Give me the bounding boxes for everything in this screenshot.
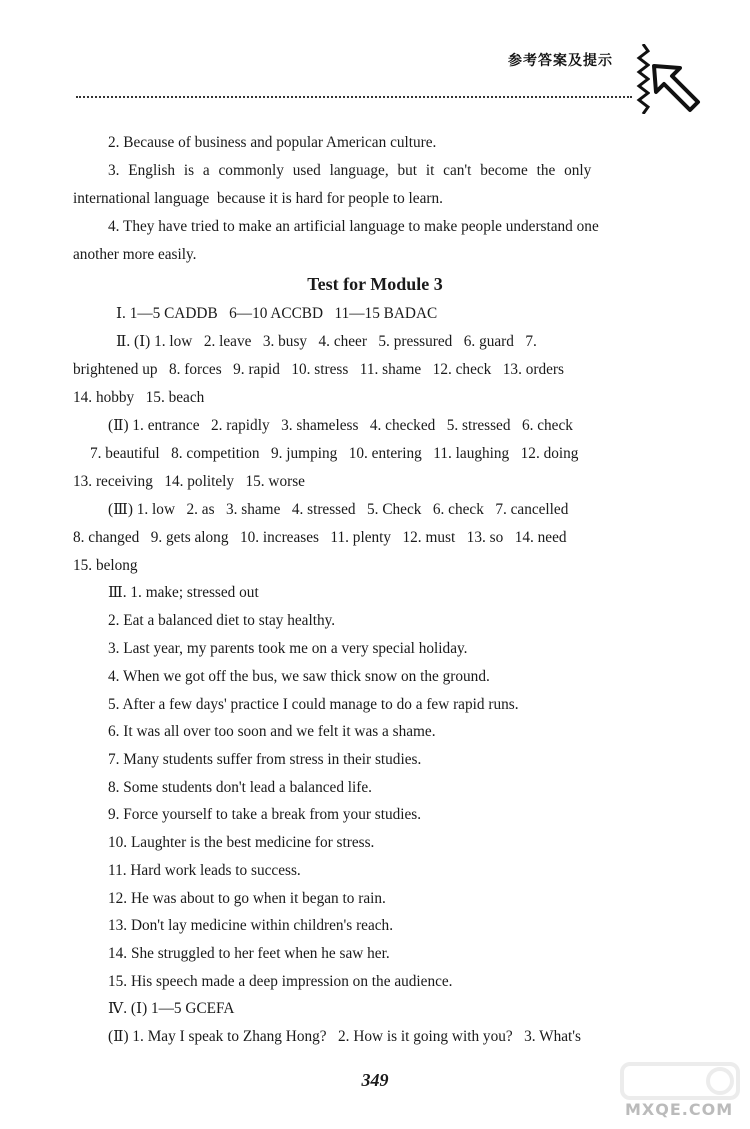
answer-line: 11. Hard work leads to success.: [108, 862, 301, 879]
answer-line: (Ⅱ) 1. entrance 2. rapidly 3. shameless 4. checked 5. stressed 6. check: [108, 417, 573, 434]
zigzag-decoration-icon: [636, 44, 650, 114]
answer-line: (Ⅱ) 1. May I speak to Zhang Hong? 2. How is it going with you? 3. What's: [108, 1028, 581, 1045]
answer-line: 3. English is a commonly used language, but it can't become the only: [108, 162, 592, 179]
header-title: 参考答案及提示: [508, 53, 613, 69]
answer-line: 15. His speech made a deep impression on the audience.: [108, 973, 453, 990]
answer-line: brightened up 8. forces 9. rapid 10. stress 11. shame 12. check 13. orders: [73, 361, 564, 378]
answer-line: (Ⅲ) 1. low 2. as 3. shame 4. stressed 5. Check 6. check 7. cancelled: [108, 501, 569, 518]
answer-line: 7. Many students suffer from stress in their studies.: [108, 751, 422, 768]
answer-line: Ⅲ. 1. make; stressed out: [108, 584, 259, 601]
answer-line: Ⅳ. (Ⅰ) 1—5 GCEFA: [108, 1000, 235, 1017]
answer-line: international language because it is hard for people to learn.: [73, 190, 443, 207]
answer-line: 14. hobby 15. beach: [73, 389, 205, 406]
page-number: 349: [361, 1070, 389, 1090]
answer-line: 2. Because of business and popular American culture.: [108, 134, 437, 151]
answer-line: another more easily.: [73, 246, 197, 263]
answer-line: 9. Force yourself to take a break from your studies.: [108, 806, 422, 823]
answer-line: 7. beautiful 8. competition 9. jumping 10. entering 11. laughing 12. doing: [90, 445, 579, 462]
answer-line: 8. Some students don't lead a balanced life.: [108, 779, 373, 796]
answer-line: 14. She struggled to her feet when he saw her.: [108, 945, 390, 962]
answer-line: 6. It was all over too soon and we felt it was a shame.: [108, 723, 436, 740]
answer-line: 13. Don't lay medicine within children's reach.: [108, 917, 394, 934]
answer-line: 2. Eat a balanced diet to stay healthy.: [108, 612, 336, 629]
answer-line: 4. They have tried to make an artificial language to make people understand one: [108, 218, 599, 235]
arrow-icon: [650, 62, 702, 114]
header-dotted-rule: [76, 96, 632, 98]
answer-line: 8. changed 9. gets along 10. increases 11. plenty 12. must 13. so 14. need: [73, 529, 567, 546]
answer-line: 4. When we got off the bus, we saw thick snow on the ground.: [108, 668, 490, 685]
section-title: Test for Module 3: [307, 274, 443, 294]
answer-line: Ⅱ. (Ⅰ) 1. low 2. leave 3. busy 4. cheer 5. pressured 6. guard 7.: [116, 333, 537, 350]
answer-line: 13. receiving 14. politely 15. worse: [73, 473, 305, 490]
answer-line: 10. Laughter is the best medicine for stress.: [108, 834, 375, 851]
answer-line: 12. He was about to go when it began to rain.: [108, 890, 386, 907]
watermark-text: MXQE.COM: [625, 1100, 734, 1119]
answer-line: 15. belong: [73, 557, 138, 574]
answer-line: 5. After a few days' practice I could manage to do a few rapid runs.: [108, 696, 519, 713]
answer-line: 3. Last year, my parents took me on a very special holiday.: [108, 640, 468, 657]
answer-line: Ⅰ. 1—5 CADDB 6—10 ACCBD 11—15 BADAC: [116, 305, 438, 322]
